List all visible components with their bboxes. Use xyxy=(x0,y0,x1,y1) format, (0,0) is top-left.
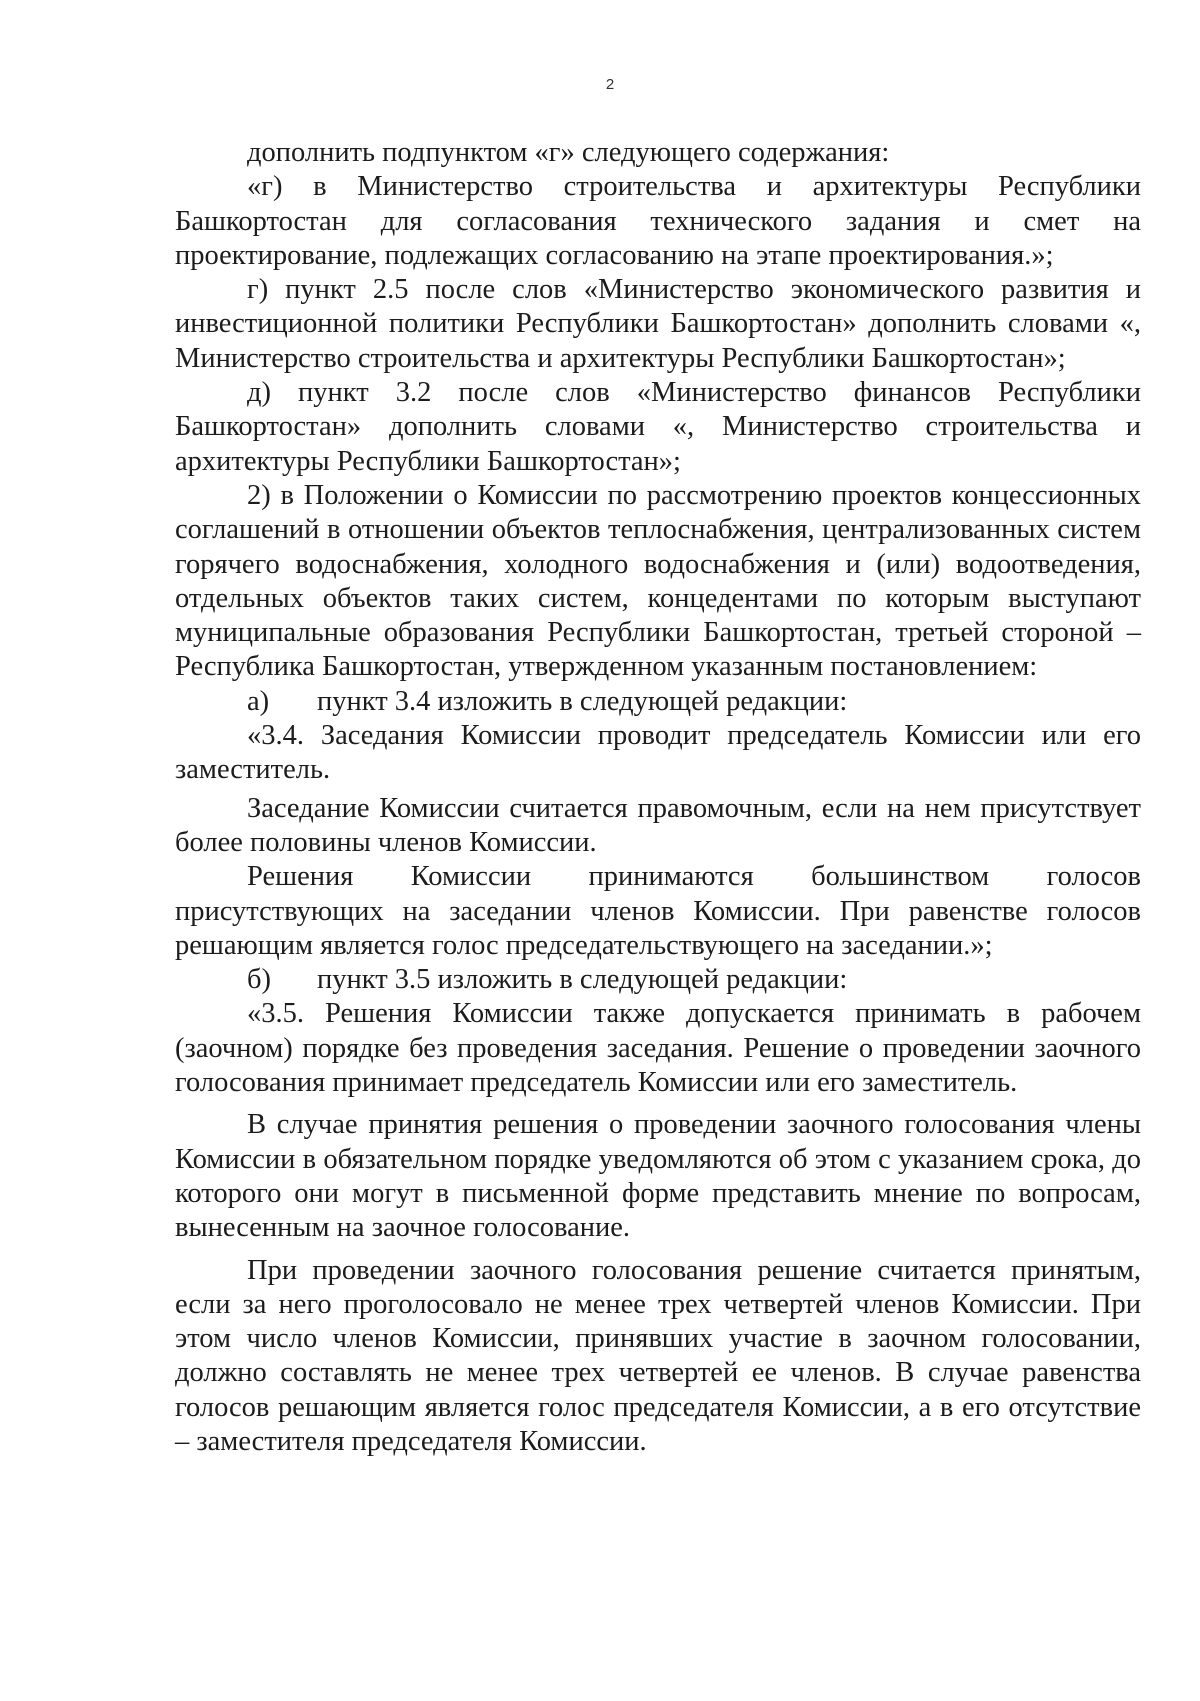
paragraph-item-d-3-2: д) пункт 3.2 после слов «Министерство финансов Республики Башкортостан» дополнить словами «, Министерство строительства и архитектуры Республики Башкортостан»; xyxy=(175,377,1141,477)
paragraph-item-g-2-5: г) пункт 2.5 после слов «Министерство экономического развития и инвестиционной политики Республики Башкортостан» дополнить словами «, Министерство строительства и архитектуры Республики Башкортостан»; xyxy=(175,274,1141,374)
paragraph-quorum: Заседание Комиссии считается правомочным, если на нем присутствует более половины членов Комиссии. xyxy=(175,792,1141,858)
paragraph-intro: дополнить подпунктом «г» следующего содержания: xyxy=(247,137,890,168)
list-item-text: пункт 3.5 изложить в следующей редакции: xyxy=(317,964,848,996)
list-item-letter: а) xyxy=(247,685,270,717)
paragraph-notification: В случае принятия решения о проведении заочного голосования члены Комиссии в обязательном порядке уведомляются об этом с указанием срока, до которого они могут в письменной форме представить мнение по вопросам, вынесенным на заочное голосование. xyxy=(175,1109,1141,1244)
paragraph-3-4: «3.4. Заседания Комиссии проводит председатель Комиссии или его заместитель. xyxy=(175,720,1141,786)
page-number: 2 xyxy=(605,76,615,93)
paragraph-decisions: Решения Комиссии принимаются большинством голосов присутствующих на заседании членов Комиссии. При равенстве голосов решающим является голос председательствующего на заседании.»; xyxy=(175,861,1141,961)
list-item-text: пункт 3.4 изложить в следующей редакции: xyxy=(317,685,848,717)
document-body xyxy=(175,136,1141,1459)
paragraph-absentee-vote: При проведении заочного голосования решение считается принятым, если за него проголосовало не менее трех четвертей членов Комиссии. При этом число членов Комиссии, принявших участие в заочном голосовании, должно составлять не менее трех четвертей ее членов. В случае равенства голосов решающим является голос председателя Комиссии, а в его отсутствие – заместителя председателя Комиссии. xyxy=(175,1254,1141,1457)
paragraph-3-5: «3.5. Решения Комиссии также допускается принимать в рабочем (заочном) порядке без проведения заседания. Решение о проведении заочного голосования принимает председатель Комиссии или его заместитель. xyxy=(175,998,1141,1099)
list-item-a xyxy=(175,685,1141,719)
paragraph-subitem-g: «г) в Министерство строительства и архитектуры Республики Башкортостан для согласования технического задания и смет на проектирование, подлежащих согласованию на этапе проектирования.»; xyxy=(175,171,1141,271)
list-item-b xyxy=(175,963,1141,997)
paragraph-item-2-regulation: 2) в Положении о Комиссии по рассмотрению проектов концессионных соглашений в отношении объектов теплоснабжения, централизованных систем горячего водоснабжения, холодного водоснабжения и (или) водоотведения, отдельных объектов таких систем, концедентами по которым выступают муниципальные образования Республики Башкортостан, третьей стороной – Республика Башкортостан, утвержденном указанным постановлением: xyxy=(175,479,1141,683)
list-item-letter: б) xyxy=(247,964,271,996)
